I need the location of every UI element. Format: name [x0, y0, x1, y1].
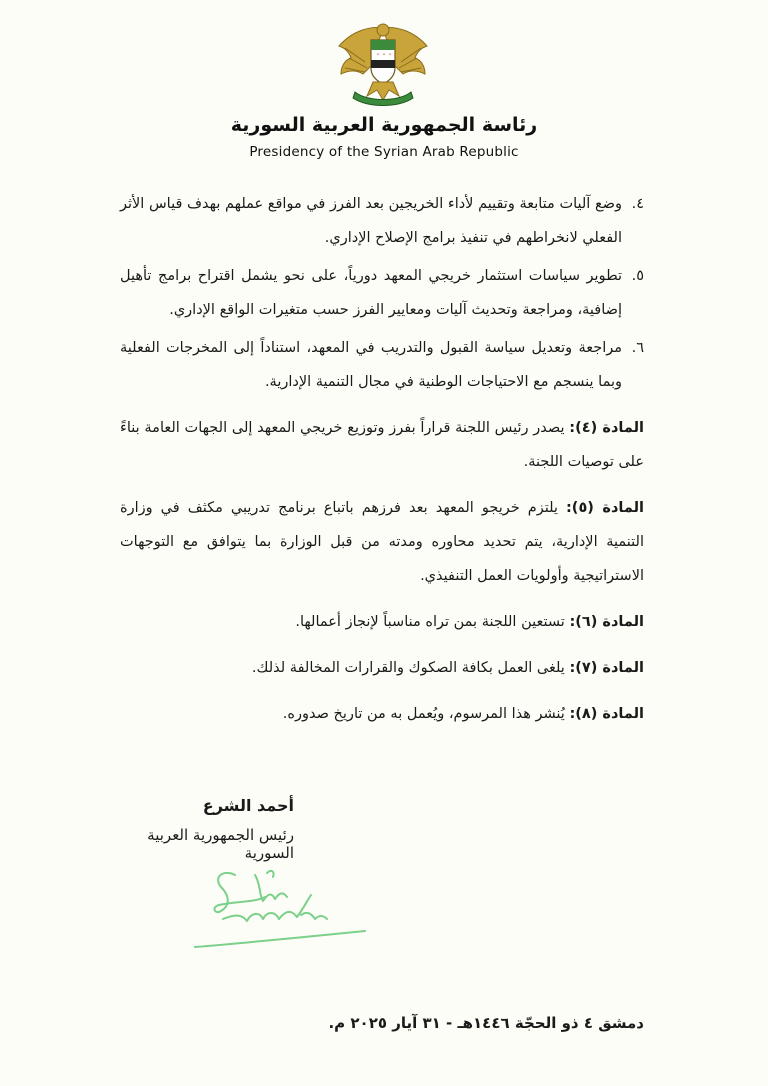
handwritten-signature-icon	[175, 855, 375, 955]
article-text: يصدر رئيس اللجنة قراراً بفرز وتوزيع خريجي المعهد إلى الجهات العامة بناءً على توصيات اللجنة.	[120, 420, 644, 470]
signer-title: رئيس الجمهورية العربية السورية	[147, 826, 294, 862]
list-item	[120, 331, 644, 399]
article-label: المادة (٤):	[569, 420, 644, 436]
article-label: المادة (٥):	[566, 500, 644, 516]
list-item-text: مراجعة وتعديل سياسة القبول والتدريب في المعهد، استناداً إلى المخرجات الفعلية وبما ينسجم مع الاحتياجات الوطنية في مجال التنمية الإدارية.	[120, 340, 622, 390]
article-text: يلغى العمل بكافة الصكوك والقرارات المخالفة لذلك.	[251, 660, 565, 676]
signer-name: أحمد الشرع	[202, 796, 294, 815]
org-name-english: Presidency of the Syrian Arab Republic	[249, 144, 519, 160]
list-item-number: ٥.	[631, 268, 644, 284]
list-item-number: ٦.	[631, 340, 644, 356]
article-6	[120, 605, 644, 639]
list-item-text: وضع آليات متابعة وتقييم لأداء الخريجين بعد الفرز في مواقع عملهم بهدف قياس الأثر الفعلي لانخراطهم في تنفيذ برامج الإصلاح الإداري.	[120, 196, 622, 246]
list-item-text: تطوير سياسات استثمار خريجي المعهد دورياً، على نحو يشمل اقتراح برامج تأهيل إضافية، ومراجعة وتحديث آليات ومعايير الفرز حسب متغيرات الواقع الإداري.	[120, 268, 622, 318]
article-5	[120, 491, 644, 593]
article-label: المادة (٦):	[569, 614, 644, 630]
article-label: المادة (٨):	[569, 706, 644, 722]
decree-body	[120, 187, 644, 741]
issue-date: دمشق ٤ ذو الحجّة ١٤٤٦هـ - ٣١ آيار ٢٠٢٥ م.	[328, 1014, 644, 1032]
article-label: المادة (٧):	[569, 660, 644, 676]
article-8	[120, 697, 644, 731]
article-7	[120, 651, 644, 685]
article-4	[120, 411, 644, 479]
article-text: يُنشر هذا المرسوم، ويُعمل به من تاريخ صدوره.	[282, 706, 565, 722]
list-item-number: ٤.	[631, 196, 644, 212]
article-text: تستعين اللجنة بمن تراه مناسباً لإنجاز أعمالها.	[295, 614, 565, 630]
list-item	[120, 187, 644, 255]
list-item	[120, 259, 644, 327]
syrian-eagle-emblem-icon	[331, 18, 435, 106]
article-text: يلتزم خريجو المعهد بعد فرزهم باتباع برنامج تدريبي مكثف في وزارة التنمية الإدارية، يتم تحديد محاوره ومدته من قبل الوزارة بما يتوافق مع التوجهات الاستراتيجية وأولويات العمل التنفيذي.	[120, 500, 644, 584]
org-name-arabic: رئاسة الجمهورية العربية السورية	[230, 114, 538, 136]
